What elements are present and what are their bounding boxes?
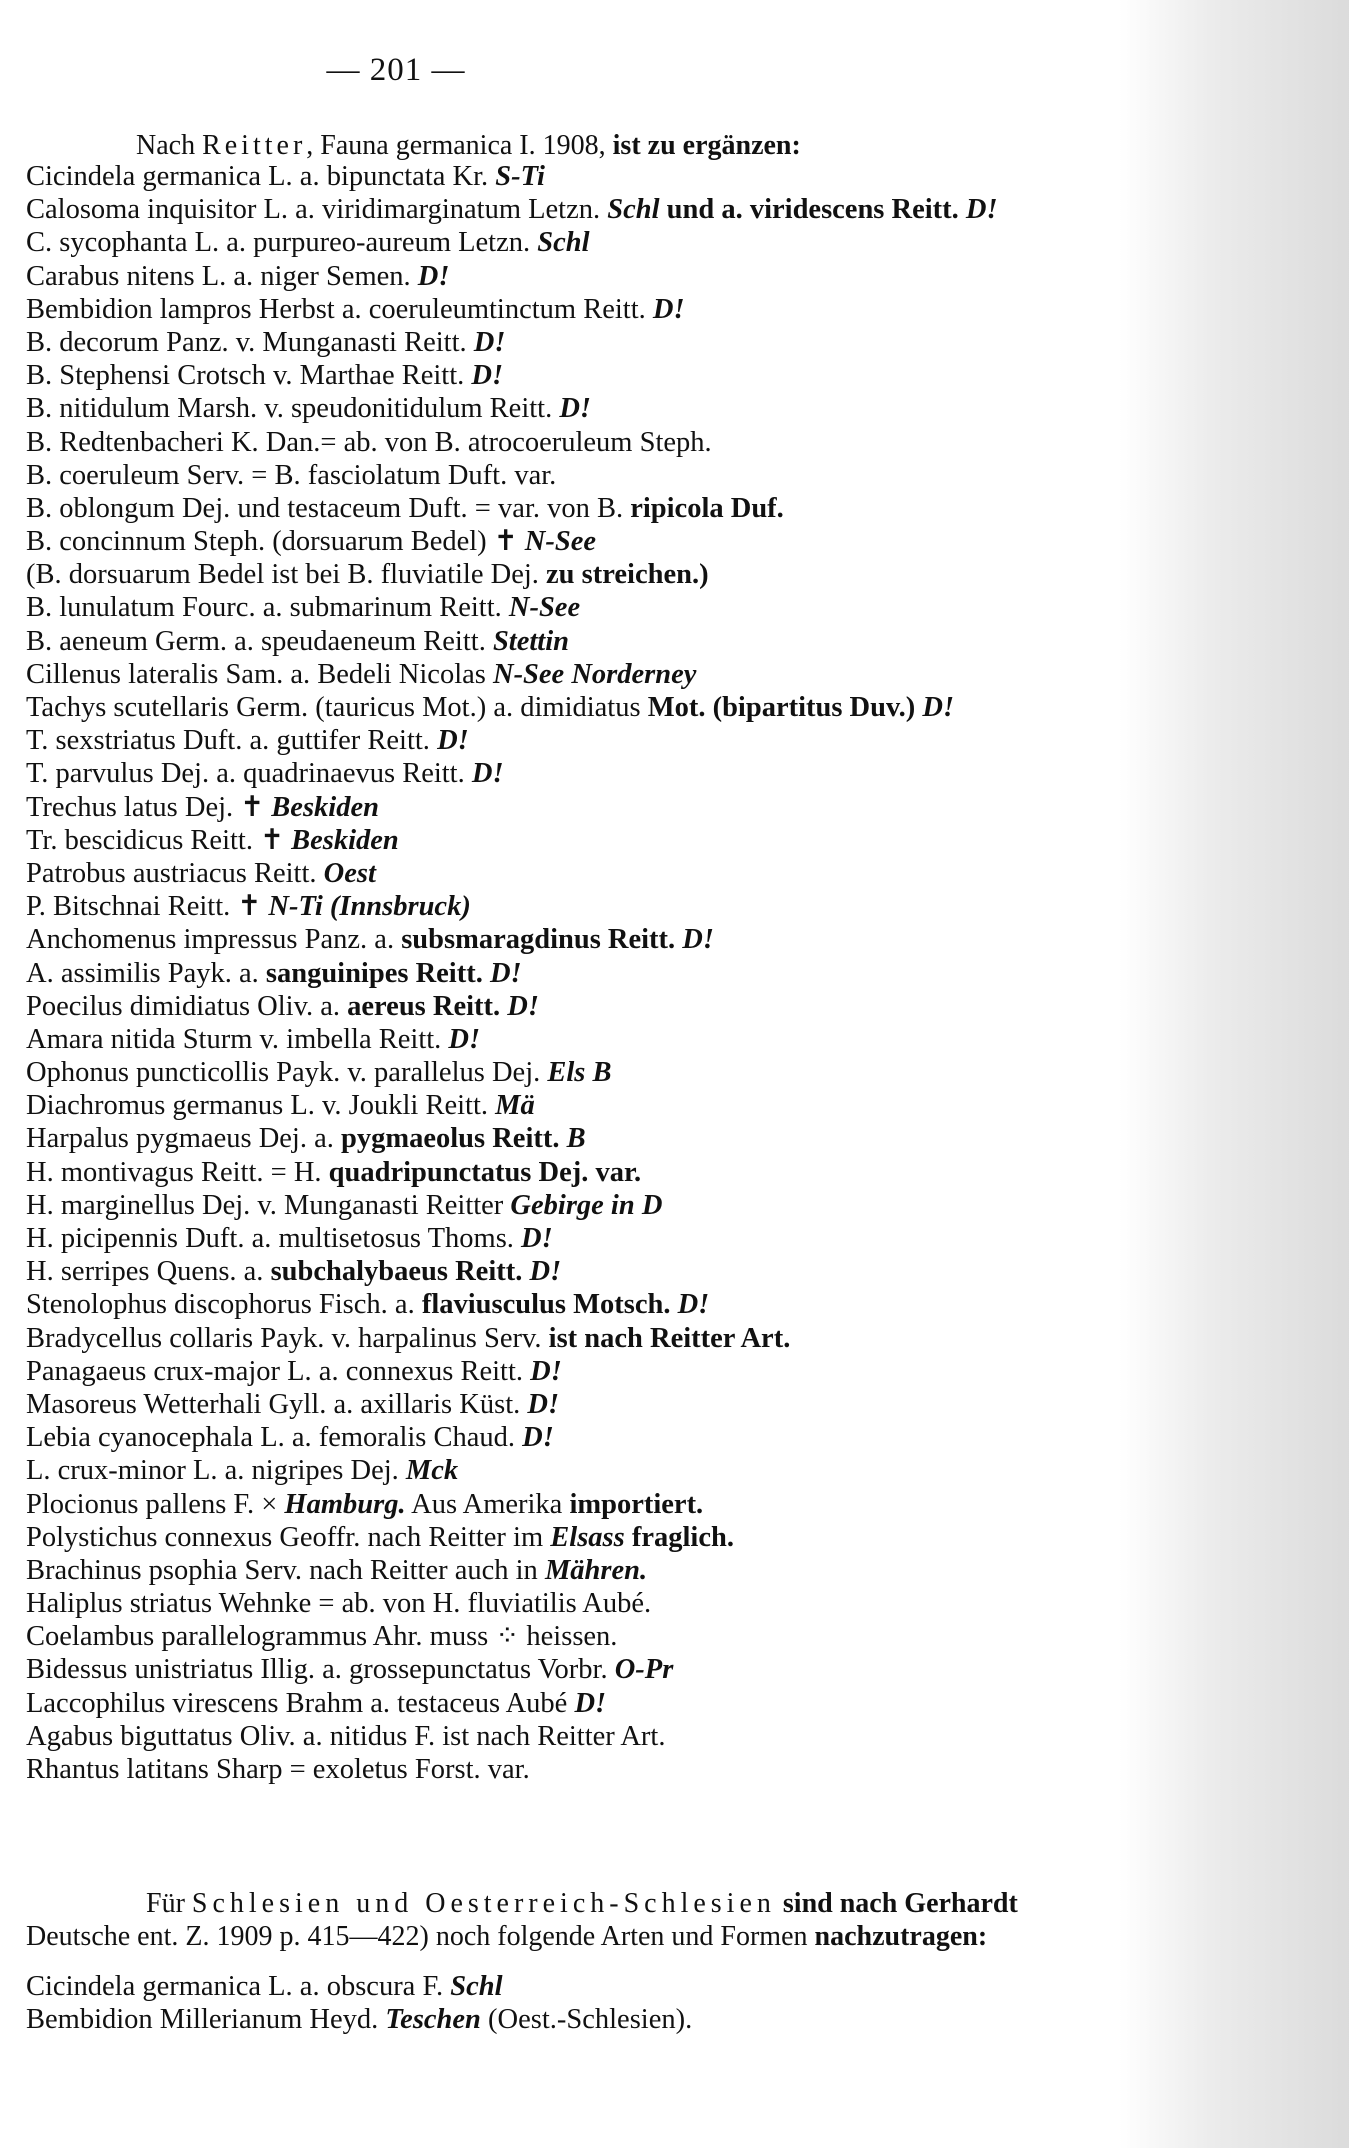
species-entry xyxy=(26,1587,998,1620)
species-entry xyxy=(26,1720,998,1753)
entry-text: A. assimilis Payk. a. xyxy=(26,957,266,989)
bold-text: fraglich. xyxy=(624,1521,734,1553)
entry-text: Harpalus pygmaeus Dej. a. xyxy=(26,1123,341,1155)
bold-text: Mot. (bipartitus Duv.) xyxy=(647,692,923,723)
species-entry xyxy=(26,426,998,459)
species-entry xyxy=(26,226,998,259)
entry-text: Rhantus latitans Sharp = exoletus Forst. var. xyxy=(26,1754,530,1785)
locality-text: Mck xyxy=(405,1455,459,1487)
locality-text: D! xyxy=(473,326,506,358)
paragraph-line-2 xyxy=(26,1920,1018,1953)
species-entry xyxy=(26,1421,998,1454)
entry-text: Patrobus austriacus Reitt. xyxy=(26,857,324,889)
locality-text: D! xyxy=(530,1355,562,1387)
intro-emph: ist zu ergänzen: xyxy=(612,130,801,161)
locality-text: D! xyxy=(574,1687,607,1719)
supplement-list xyxy=(26,1970,692,2036)
species-entry xyxy=(26,525,998,558)
species-entry xyxy=(26,923,998,956)
species-entry xyxy=(26,625,998,658)
entry-text: Masoreus Wetterhali Gyll. a. axillaris Küst. xyxy=(26,1388,528,1420)
species-entry xyxy=(26,392,998,425)
locality-text: D! xyxy=(522,1422,554,1454)
species-entry xyxy=(26,890,998,923)
entry-text: (B. dorsuarum Bedel ist bei B. fluviatile Dej. xyxy=(26,559,547,591)
species-entry xyxy=(26,1189,998,1222)
entry-text: H. montivagus Reitt. = H. xyxy=(26,1156,329,1188)
entry-text: Cicindela germanica L. a. obscura F. xyxy=(26,1971,451,2002)
locality-text: D! xyxy=(527,1388,560,1420)
locality-text: D! xyxy=(471,360,504,392)
locality-text: D! xyxy=(489,957,522,989)
entry-text: B. nitidulum Marsh. v. speudonitidulum Reitt. xyxy=(26,393,560,425)
species-entry xyxy=(26,658,998,691)
bold-text: und a. viridescens Reitt. xyxy=(659,194,966,226)
entry-text: (Oest.-Schlesien). xyxy=(480,2004,693,2036)
species-list xyxy=(26,160,998,1786)
species-entry xyxy=(26,791,998,824)
entry-text: Cicindela germanica L. a. bipunctata Kr. xyxy=(26,161,496,192)
entry-text: B. oblongum Dej. und testaceum Duft. = var. von B. xyxy=(26,492,631,524)
entry-text: Calosoma inquisitor L. a. viridimarginatum Letzn. xyxy=(26,194,608,226)
paragraph-citation: Deutsche ent. Z. 1909 p. 415—422) noch folgende Arten und Formen xyxy=(26,1921,815,1953)
locality-text: D! xyxy=(965,194,998,226)
supplement-entry xyxy=(26,2003,692,2036)
bold-text: zu streichen.) xyxy=(546,559,709,591)
locality-text: D! xyxy=(559,393,592,425)
species-entry xyxy=(26,1355,998,1388)
page-number: — 201 — xyxy=(326,52,466,88)
intro-line xyxy=(136,130,801,162)
entry-text: Anchomenus impressus Panz. a. xyxy=(26,924,402,956)
bold-text: subchalybaeus Reitt. xyxy=(270,1256,530,1288)
locality-text: Schl xyxy=(537,227,590,259)
species-entry xyxy=(26,1653,998,1686)
bold-text: quadripunctatus Dej. var. xyxy=(328,1156,642,1188)
entry-text: Bembidion Millerianum Heyd. xyxy=(26,2004,386,2036)
entry-text: H. marginellus Dej. v. Munganasti Reitter xyxy=(26,1189,511,1221)
locality-text: Gebirge in D xyxy=(510,1189,663,1221)
species-entry xyxy=(26,691,998,724)
entry-text: Tr. bescidicus Reitt. ✝ xyxy=(26,824,292,856)
entry-text: T. parvulus Dej. a. quadrinaevus Reitt. xyxy=(26,758,472,790)
entry-text: Agabus biguttatus Oliv. a. nitidus F. ist nach Reitter Art. xyxy=(26,1720,666,1752)
entry-text: B. decorum Panz. v. Munganasti Reitt. xyxy=(26,326,474,358)
entry-text: B. Redtenbacheri K. Dan.= ab. von B. atrocoeruleum Steph. xyxy=(26,426,712,458)
locality-text: Stettin xyxy=(492,625,569,657)
entry-text: P. Bitschnai Reitt. ✝ xyxy=(26,891,269,923)
entry-text: Cillenus lateralis Sam. a. Bedeli Nicolas xyxy=(26,658,493,690)
species-entry xyxy=(26,1488,998,1521)
entry-text: Coelambus parallelogrammus Ahr. muss ⁘ heissen. xyxy=(26,1621,618,1653)
entry-text: Bradycellus collaris Payk. v. harpalinus Serv. xyxy=(26,1322,549,1354)
species-entry xyxy=(26,160,998,193)
locality-text: O-Pr xyxy=(614,1654,674,1686)
species-entry xyxy=(26,757,998,790)
locality-text: N-See xyxy=(524,526,597,558)
bold-text: ist nach Reitter Art. xyxy=(548,1322,791,1354)
locality-text: D! xyxy=(922,692,955,723)
entry-text: Ophonus puncticollis Payk. v. parallelus Dej. xyxy=(26,1057,548,1089)
species-entry xyxy=(26,359,998,392)
entry-text: Plocionus pallens F. × xyxy=(26,1488,285,1520)
paragraph-prefix: Für xyxy=(146,1888,185,1919)
bold-text: sanguinipes Reitt. xyxy=(265,957,490,989)
locality-text: D! xyxy=(652,293,685,325)
species-entry xyxy=(26,1687,998,1720)
locality-text: N-See xyxy=(508,592,581,624)
locality-text: Elsass xyxy=(550,1521,625,1553)
species-entry xyxy=(26,1322,998,1355)
species-entry xyxy=(26,1554,998,1587)
supplement-entry xyxy=(26,1970,692,2003)
entry-text: Aus Amerika xyxy=(405,1488,570,1520)
species-entry xyxy=(26,1023,998,1056)
entry-text: Brachinus psophia Serv. nach Reitter auch in xyxy=(26,1554,545,1586)
species-entry xyxy=(26,193,998,226)
species-entry xyxy=(26,492,998,525)
locality-text: Mä xyxy=(495,1090,535,1122)
entry-text: Laccophilus virescens Brahm a. testaceus Aubé xyxy=(26,1687,575,1719)
species-entry xyxy=(26,1222,998,1255)
paragraph-region: Schlesien und Oesterreich-Schlesien xyxy=(191,1888,776,1919)
locality-text: D! xyxy=(529,1256,562,1288)
entry-text: L. crux-minor L. a. nigripes Dej. xyxy=(26,1455,406,1487)
locality-text: D! xyxy=(677,1289,710,1321)
entry-text: H. serripes Quens. a. xyxy=(26,1256,271,1288)
intro-rest: , Fauna germanica I. 1908, xyxy=(306,130,606,161)
locality-text: Els B xyxy=(547,1057,612,1089)
paragraph-emph: nachzutragen: xyxy=(814,1921,988,1953)
locality-text: Beskiden xyxy=(291,824,399,856)
species-entry xyxy=(26,1255,998,1288)
locality-text: Mähren. xyxy=(544,1554,648,1586)
entry-text: B. coeruleum Serv. = B. fasciolatum Duft. var. xyxy=(26,459,557,491)
locality-text: Oest xyxy=(323,857,376,889)
species-entry xyxy=(26,1288,998,1321)
entry-text: Bidessus unistriatus Illig. a. grossepunctatus Vorbr. xyxy=(26,1654,615,1686)
entry-text: Trechus latus Dej. ✝ xyxy=(26,791,272,823)
entry-text: Haliplus striatus Wehnke = ab. von H. fluviatilis Aubé. xyxy=(26,1588,652,1620)
species-entry xyxy=(26,326,998,359)
species-entry xyxy=(26,1620,998,1653)
bold-text: aereus Reitt. xyxy=(347,990,508,1022)
bold-text: importiert. xyxy=(569,1488,704,1520)
locality-text: N-See Norderney xyxy=(492,658,697,690)
entry-text: Bembidion lampros Herbst a. coeruleumtinctum Reitt. xyxy=(26,293,653,325)
entry-text: Poecilus dimidiatus Oliv. a. xyxy=(26,990,348,1022)
locality-text: B xyxy=(566,1123,586,1155)
locality-text: Beskiden xyxy=(271,791,379,823)
locality-text: N-Ti (Innsbruck) xyxy=(268,891,471,923)
entry-text: Lebia cyanocephala L. a. femoralis Chaud. xyxy=(26,1422,523,1454)
locality-text: D! xyxy=(471,758,504,790)
paragraph-source: sind nach Gerhardt xyxy=(775,1888,1018,1919)
locality-text: D! xyxy=(521,1223,553,1254)
entry-text: Amara nitida Sturm v. imbella Reitt. xyxy=(26,1023,449,1055)
species-entry xyxy=(26,857,998,890)
species-entry xyxy=(26,591,998,624)
locality-text: Schl xyxy=(450,1971,503,2002)
species-entry xyxy=(26,1521,998,1554)
entry-text: B. aeneum Germ. a. speudaeneum Reitt. xyxy=(26,625,493,657)
species-entry xyxy=(26,724,998,757)
species-entry xyxy=(26,990,998,1023)
species-entry xyxy=(26,1056,998,1089)
paragraph-line-1 xyxy=(26,1887,1018,1920)
entry-text: B. lunulatum Fourc. a. submarinum Reitt. xyxy=(26,592,509,624)
locality-text: D! xyxy=(437,725,469,757)
species-entry xyxy=(26,260,998,293)
species-entry xyxy=(26,293,998,326)
locality-text: S-Ti xyxy=(495,161,545,192)
intro-prefix: Nach xyxy=(136,130,196,161)
bold-text: ripicola Duf. xyxy=(630,492,784,524)
species-entry xyxy=(26,1454,998,1487)
entry-text: Polystichus connexus Geoffr. nach Reitter im xyxy=(26,1521,551,1553)
locality-text: Teschen xyxy=(385,2004,481,2036)
entry-text: Panagaeus crux-major L. a. connexus Reitt. xyxy=(26,1355,531,1387)
species-entry xyxy=(26,1089,998,1122)
locality-text: D! xyxy=(448,1023,481,1055)
species-entry xyxy=(26,1388,998,1421)
species-entry xyxy=(26,459,998,492)
entry-text: Diachromus germanus L. v. Joukli Reitt. xyxy=(26,1090,496,1122)
locality-text: D! xyxy=(507,990,539,1022)
bold-text: subsmaragdinus Reitt. xyxy=(401,924,683,956)
species-entry xyxy=(26,1156,998,1189)
species-entry xyxy=(26,824,998,857)
entry-text: B. Stephensi Crotsch v. Marthae Reitt. xyxy=(26,360,472,392)
locality-text: D! xyxy=(417,260,450,292)
entry-text: C. sycophanta L. a. purpureo-aureum Letzn. xyxy=(26,227,538,259)
bold-text: pygmaeolus Reitt. xyxy=(341,1123,567,1155)
locality-text: Hamburg. xyxy=(284,1488,406,1520)
entry-text: B. concinnum Steph. (dorsuarum Bedel) ✝ xyxy=(26,526,525,558)
entry-text: T. sexstriatus Duft. a. guttifer Reitt. xyxy=(26,725,438,757)
bold-text: flaviusculus Motsch. xyxy=(421,1289,678,1321)
species-entry xyxy=(26,1753,998,1786)
entry-text: Stenolophus discophorus Fisch. a. xyxy=(26,1289,422,1321)
species-entry xyxy=(26,957,998,990)
species-entry xyxy=(26,1122,998,1155)
entry-text: H. picipennis Duft. a. multisetosus Thoms. xyxy=(26,1223,522,1254)
locality-text: D! xyxy=(682,924,714,956)
entry-text: Tachys scutellaris Germ. (tauricus Mot.) a. dimidiatus xyxy=(26,692,648,723)
species-entry xyxy=(26,558,998,591)
intro-author: Reitter xyxy=(202,130,307,161)
entry-text: Carabus nitens L. a. niger Semen. xyxy=(26,260,418,292)
supplement-paragraph xyxy=(26,1887,1018,1953)
locality-text: Schl xyxy=(607,194,660,226)
page-shadow xyxy=(1119,0,1349,2148)
